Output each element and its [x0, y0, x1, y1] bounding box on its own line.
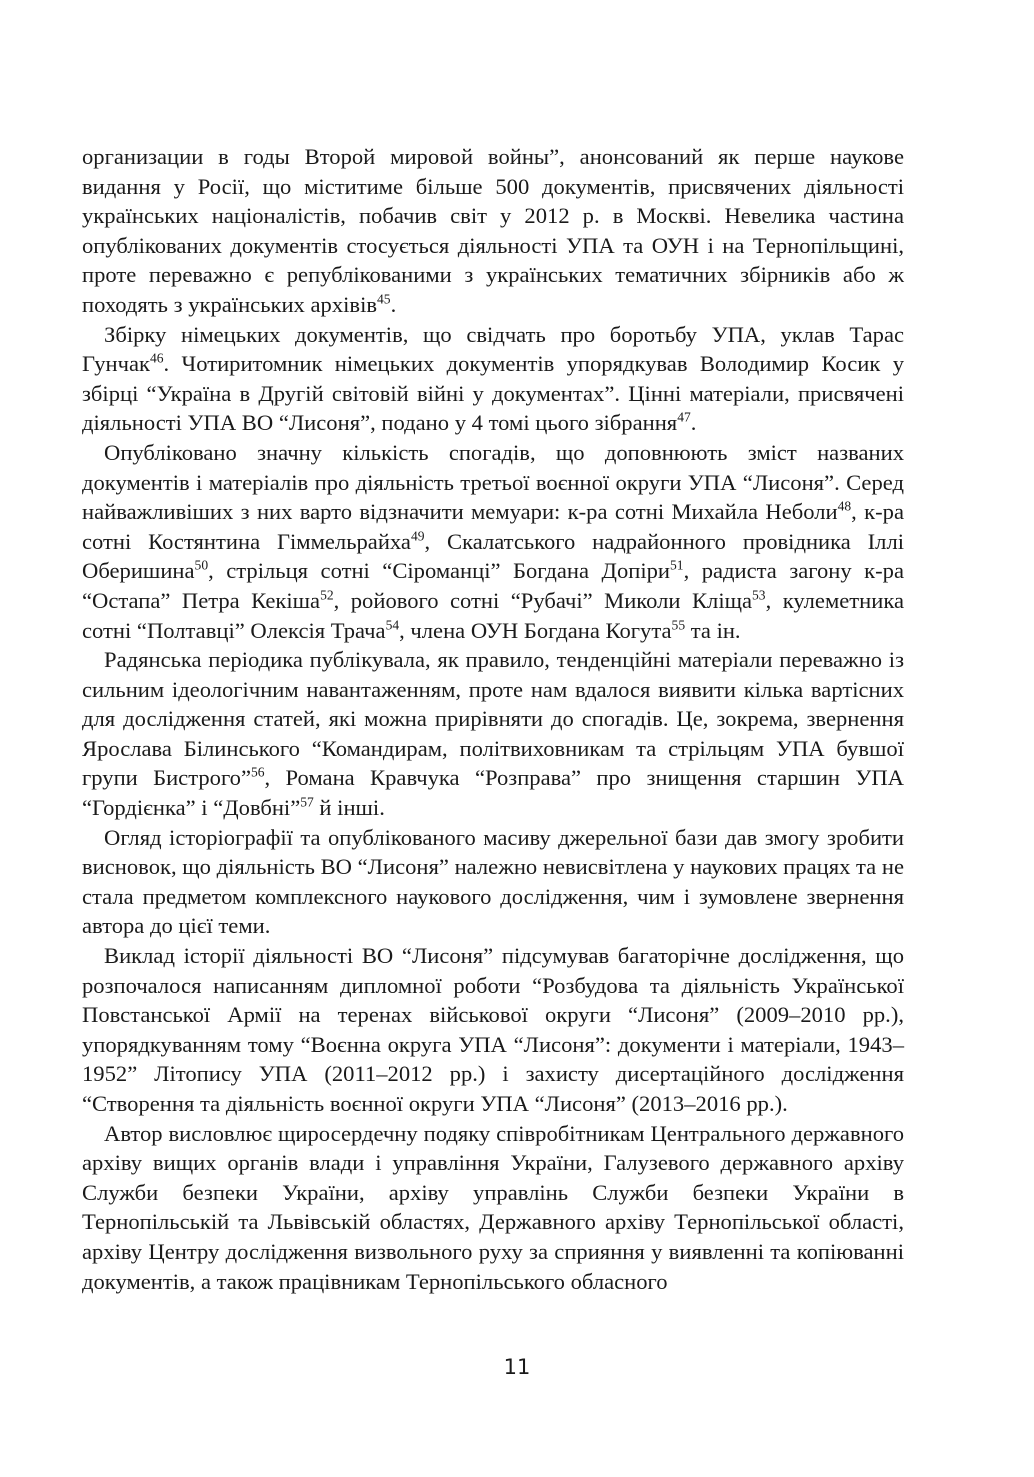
footnote-marker[interactable]: 46	[149, 350, 164, 366]
footnote-marker[interactable]: 50	[194, 557, 209, 573]
text-run: .	[690, 410, 697, 436]
paragraph	[82, 823, 904, 941]
paragraph	[82, 320, 904, 438]
page-number: 11	[503, 1355, 531, 1379]
footnote-marker[interactable]: 54	[385, 616, 400, 632]
text-run: , стрільця сотні “Сіроманці” Богдана Допіри	[208, 558, 671, 584]
text-run: , кулеметника сотні “Полтавці” Олексія Трача	[82, 587, 905, 643]
footnote-marker[interactable]: 55	[671, 616, 686, 632]
footnote-marker[interactable]: 51	[670, 557, 684, 573]
text-run: , члена ОУН Богдана Когута	[399, 617, 672, 643]
paragraph	[82, 142, 904, 320]
text-run: Огляд історіографії та опублікованого масиву джерельної бази дав змогу зробити висновок, що діяльність ВО “Лисоня” належно невисвітлена у наукових працях та не стала предметом комплексного наукового дослідження, чим і зумовлене звернення автора до цієї теми.	[82, 824, 904, 939]
text-run: . Чотиритомник німецьких документів упорядкував Володимир Косик у збірці “Україна в Другій світовій війні у документах”. Цінні матеріали, присвячені діяльності УПА ВО “Лисоня”, подано у 4 томі цього зібрання	[82, 351, 904, 436]
page-body-text	[82, 142, 904, 1296]
text-run: та ін.	[685, 617, 741, 643]
footnote-marker[interactable]: 45	[377, 291, 391, 307]
text-run: , к-ра сотні Костянтина Гіммельрайха	[82, 499, 904, 554]
paragraph	[82, 645, 904, 823]
text-run: Автор висловлює щиросердечну подяку співробітникам Центрального державного архіву вищих органів влади і управління України, Галузевого державного архіву Служби безпеки України, архіву управлінь Служби безпеки України в Тернопільській та Львівській областях, Державного архіву Тернопільської області, архіву Центру дослідження визвольного руху за сприяння у виявленні та копіюванні документів, а також працівникам Тернопільського обласного	[82, 1120, 904, 1294]
footnote-marker[interactable]: 52	[320, 587, 334, 603]
text-run: Виклад історії діяльності ВО “Лисоня” підсумував багаторічне дослідження, що розпочалося написанням дипломної роботи “Розбудова та діяльність Української Повстанської Армії на теренах військової округи “Лисоня” (2009–2010 рр.), упорядкуванням тому “Воєнна округа УПА “Лисоня”: документи і матеріали, 1943–1952” Літопису УПА (2011–2012 рр.) і захисту дисертаційного дослідження “Створення та діяльність воєнної округи УПА “Лисоня” (2013–2016 рр.).	[82, 943, 904, 1116]
text-run: .	[390, 291, 397, 317]
footnote-marker[interactable]: 49	[410, 528, 425, 544]
paragraph	[82, 438, 904, 645]
text-run: Радянська періодика публікувала, як правило, тенденційні матеріали переважно із сильним ідеологічним навантаженням, проте нам вдалося виявити кілька вартісних для дослідження статей, які можна прирівняти до спогадів. Це, зокрема, звернення Ярослава Білинського “Командирам, політвиховникам та стрільцям УПА бувшої групи Бистрого”	[82, 647, 904, 791]
text-run: , Скалатського надрайонного провідника Іллі Оберишина	[82, 528, 905, 584]
text-run: Збірку німецьких документів, що свідчать про боротьбу УПА, уклав Тарас Гунчак	[82, 321, 904, 377]
footnote-marker[interactable]: 57	[300, 794, 314, 810]
text-run: й інші.	[313, 795, 385, 821]
text-run: организации в годы Второй мировой войны”, анонсований як перше наукове видання у Росії, що міститиме більше 500 документів, присвячених діяльності українських націоналістів, побачив світ у 2012 р. в Москві. Невелика частина опублікованих документів стосується діяльності УПА та ОУН і на Тернопільщині, проте переважно є републікованими з українських тематичних збірників або ж походять з українських архівів	[82, 144, 904, 317]
footnote-marker[interactable]: 56	[250, 764, 265, 780]
text-run: , радиста загону к-ра “Остапа” Петра Кекіша	[82, 558, 904, 613]
paragraph	[82, 941, 904, 1119]
footnote-marker[interactable]: 47	[677, 409, 691, 425]
footnote-marker[interactable]: 48	[837, 498, 852, 514]
paragraph	[82, 1119, 904, 1297]
text-run: , ройового сотні “Рубачі” Миколи Кліща	[333, 587, 753, 613]
text-run: Опубліковано значну кількість спогадів, що доповнюють зміст названих документів і матеріалів про діяльність третьої воєнної округи УПА “Лисоня”. Серед найважливіших з них варто відзначити мемуари: к-ра сотні Михайла Неболи	[82, 439, 904, 525]
footnote-marker[interactable]: 53	[752, 587, 766, 603]
text-run: , Романа Кравчука “Розправа” про знищення старшин УПА “Гордієнка” і “Довбні”	[82, 765, 904, 821]
